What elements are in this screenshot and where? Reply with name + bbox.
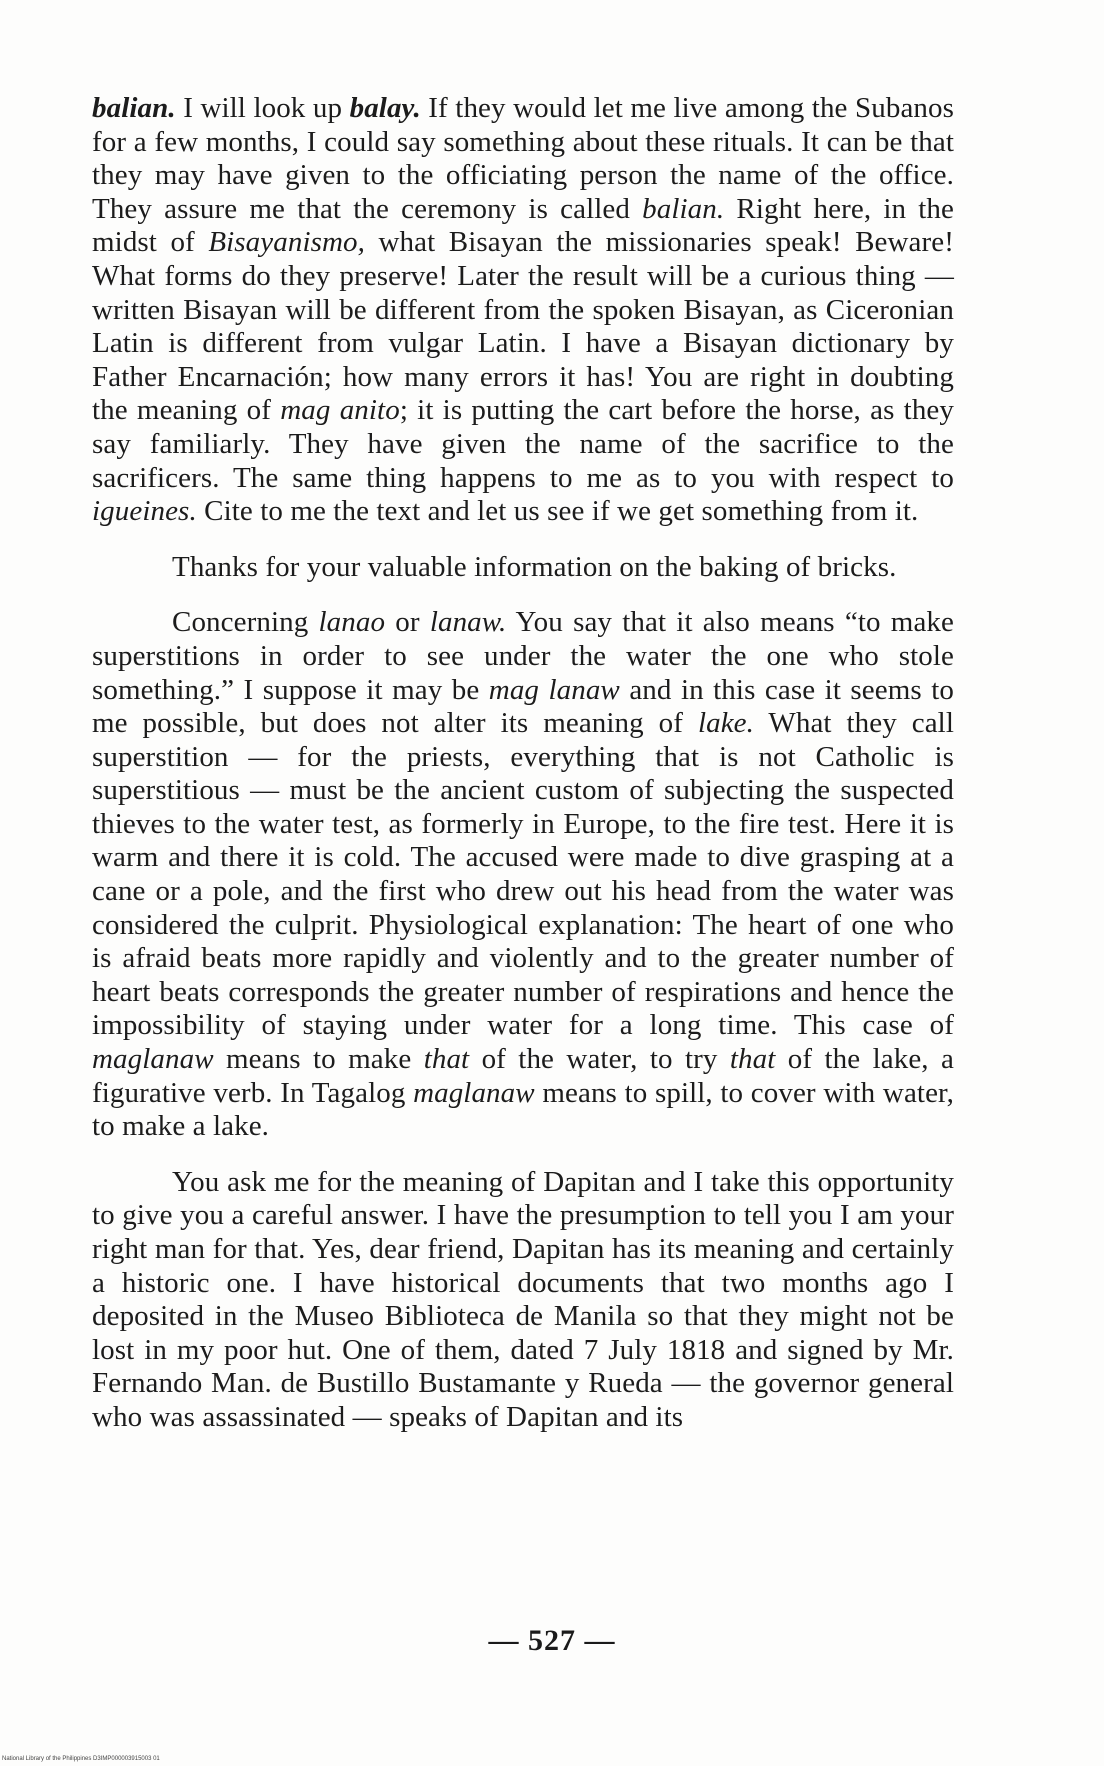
italic-term: lanao: [318, 606, 386, 639]
text-run: Concerning: [172, 606, 319, 639]
italic-term: balay.: [349, 92, 421, 124]
text-run: and in this case it seems to me possible, but does not alter its meaning of: [92, 673, 954, 740]
italic-term: igueines.: [92, 495, 197, 528]
italic-term: maglanaw: [92, 1043, 214, 1076]
italic-term: balian.: [92, 92, 176, 124]
text-run: or: [385, 606, 430, 639]
text-run: I will look up: [175, 92, 350, 124]
italic-term: Bisayanismo,: [208, 226, 365, 259]
italic-term: mag lanaw: [488, 673, 620, 706]
library-credit: National Library of the Philippines D3IMP000003915003 01: [2, 1756, 160, 1762]
text-run: If they would let me live among the Subanos for a few months, I could say something about these rituals. It can be that they may have given to the officiating person the name of the office. They assure me that the ceremony is called: [92, 92, 954, 225]
text-run: ; it is putting the cart before the horse, as they say familiarly. They have given the name of the sacrifice to the sacrificers. The same thing happens to me as to you with respect to: [92, 394, 954, 494]
text-run: of the water, to try: [469, 1043, 730, 1076]
text-run: Cite to me the text and let us see if we get something from it.: [196, 495, 919, 528]
paragraph-2: Thanks for your valuable information on the baking of bricks.: [172, 550, 897, 583]
text-run: What they call superstition — for the priests, everything that is not Catholic is superstitious — must be the ancient custom of subjecting the suspected thieves to the water test, as formerly in Europe, to the fire test. Here it is warm and there it is cold. The accused were made to dive grasping at a cane or a pole, and the first who drew out his head from the water was considered the culprit. Physiological explanation: The heart of one who is afraid beats more rapidly and violently and to the greater number of heart beats corresponds the greater number of respirations and hence the impossibility of staying under water for a long time. This case of: [92, 707, 954, 1042]
page-number: — 527 —: [488, 1624, 616, 1657]
italic-term: lake.: [697, 707, 754, 740]
text-run: means to make: [213, 1043, 424, 1076]
text-run: what Bisayan the missionaries speak! Beware! What forms do they preserve! Later the result will be a curious thing — written Bisayan will be different from the spoken Bisayan, as Ciceronian Latin is different from vulgar Latin. I have a Bisayan dictionary by Father Encarnación; how many errors it has! You are right in doubting the meaning of: [92, 226, 954, 427]
text-run: of the lake, a figurative verb. In Tagalog: [92, 1043, 954, 1109]
italic-term: lanaw.: [429, 606, 507, 639]
italic-term: maglanaw: [413, 1076, 535, 1109]
text-run: Right here, in the midst of: [92, 192, 954, 259]
italic-term: that: [729, 1043, 776, 1076]
italic-term: that: [423, 1043, 470, 1076]
italic-term: mag anito: [280, 394, 400, 427]
italic-term: balian.: [642, 192, 725, 225]
text-run: means to spill, to cover with water, to make a lake.: [92, 1076, 954, 1143]
paragraph-4: You ask me for the meaning of Dapitan and I take this opportunity to give you a careful answer. I have the presumption to tell you I am your right man for that. Yes, dear friend, Dapitan has its meaning and certainly a historic one. I have historical documents that two months ago I deposited in the Museo Biblioteca de Manila so that they might not be lost in my poor hut. One of them, dated 7 July 1818 and signed by Mr. Fernando Man. de Bustillo Bustamante y Rueda — the governor general who was assassinated — speaks of Dapitan and its: [92, 1165, 954, 1433]
text-run: You say that it also means “to make superstitions in order to see under the water the one who stole something.” I suppose it may be: [92, 606, 954, 706]
paragraph-1: [92, 92, 954, 529]
paragraph-3: [92, 606, 954, 1144]
body-text: [92, 92, 954, 1435]
